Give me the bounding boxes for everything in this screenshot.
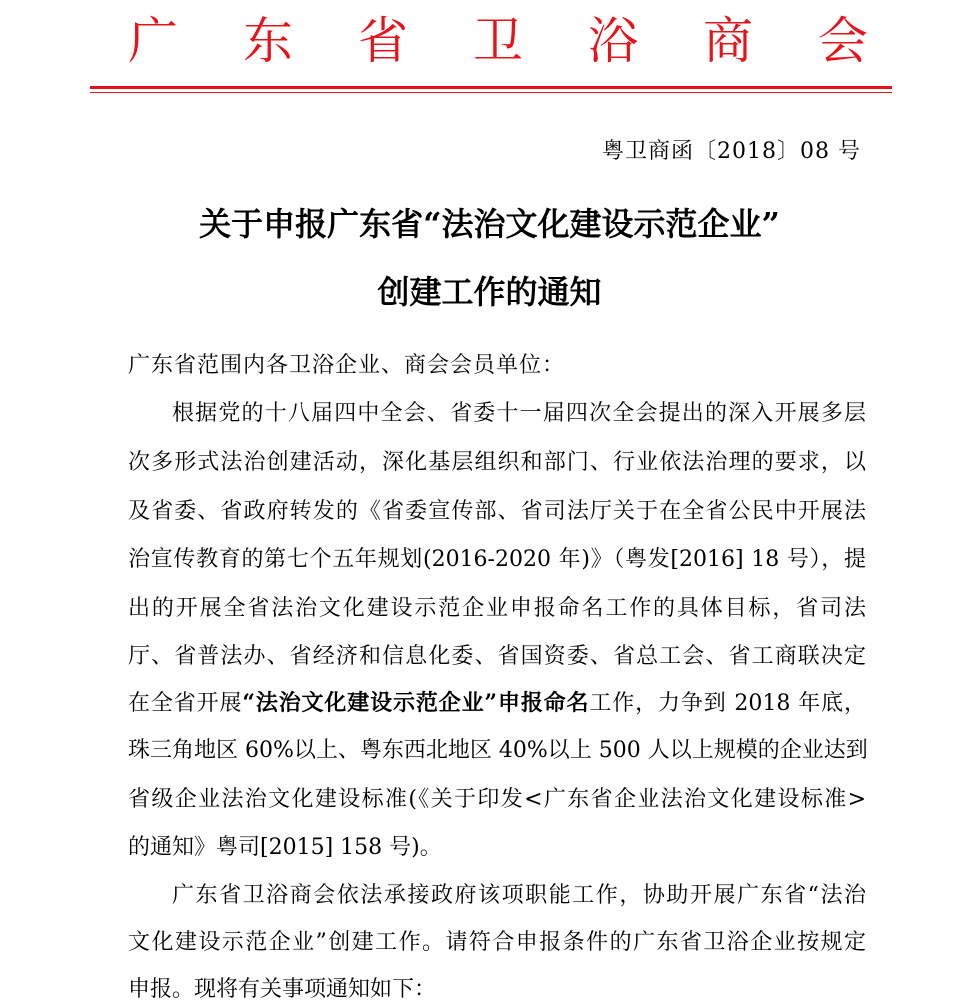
body-text-segment: 工作，力争到 2018 年底， — [589, 691, 866, 716]
letterhead-char: 商 — [703, 12, 753, 70]
letterhead-char: 广 — [128, 12, 178, 70]
emphasized-text: “法治文化建设示范企业”申报命名 — [242, 690, 590, 716]
letterhead-char: 东 — [243, 12, 293, 70]
letterhead-char: 省 — [358, 12, 408, 70]
body-text-line: 出的开展全省法治文化建设示范企业申报命名工作的具体目标，省司法 — [128, 596, 866, 621]
letterhead-char: 浴 — [588, 12, 638, 70]
body-text-line — [128, 689, 866, 718]
salutation: 广东省范围内各卫浴企业、商会会员单位： — [128, 353, 566, 378]
body-text-line: 珠三角地区 60%以上、粤东西北地区 40%以上 500 人以上规模的企业达到 — [128, 738, 868, 763]
body-text-line: 厅、省普法办、省经济和信息化委、省国资委、省总工会、省工商联决定 — [128, 644, 866, 669]
document-title-line-1: 关于申报广东省“法治文化建设示范企业” — [199, 205, 780, 243]
body-text-line: 省级企业法治文化建设标准(《关于印发<广东省企业法治文化建设标准> — [128, 787, 866, 812]
letterhead-divider-thick — [90, 86, 892, 89]
body-text-line: 治宣传教育的第七个五年规划(2016-2020 年)》（粤发[2016] 18 号），提 — [128, 547, 866, 572]
body-text-line: 申报。现将有关事项通知如下： — [128, 977, 437, 1002]
body-text-line: 广东省卫浴商会依法承接政府该项职能工作，协助开展广东省“法治 — [172, 883, 866, 908]
document-title-line-2: 创建工作的通知 — [377, 273, 602, 311]
letterhead-char: 卫 — [473, 12, 523, 70]
letterhead-title — [128, 10, 868, 72]
body-text-line: 根据党的十八届四中全会、省委十一届四次全会提出的深入开展多层 — [172, 401, 866, 426]
letterhead-divider-thin — [90, 92, 892, 93]
body-text-line: 的通知》粤司[2015] 158 号)。 — [128, 835, 442, 860]
body-text-line: 文化建设示范企业”创建工作。请符合申报条件的广东省卫浴企业按规定 — [128, 930, 866, 955]
body-text-line: 次多形式法治创建活动，深化基层组织和部门、行业依法治理的要求，以 — [128, 450, 866, 475]
document-number: 粤卫商函〔2018〕08 号 — [602, 139, 861, 164]
body-text-segment: 在全省开展 — [128, 691, 243, 716]
letterhead-char: 会 — [818, 12, 868, 70]
body-text-line: 及省委、省政府转发的《省委宣传部、省司法厅关于在全省公民中开展法 — [128, 499, 866, 524]
